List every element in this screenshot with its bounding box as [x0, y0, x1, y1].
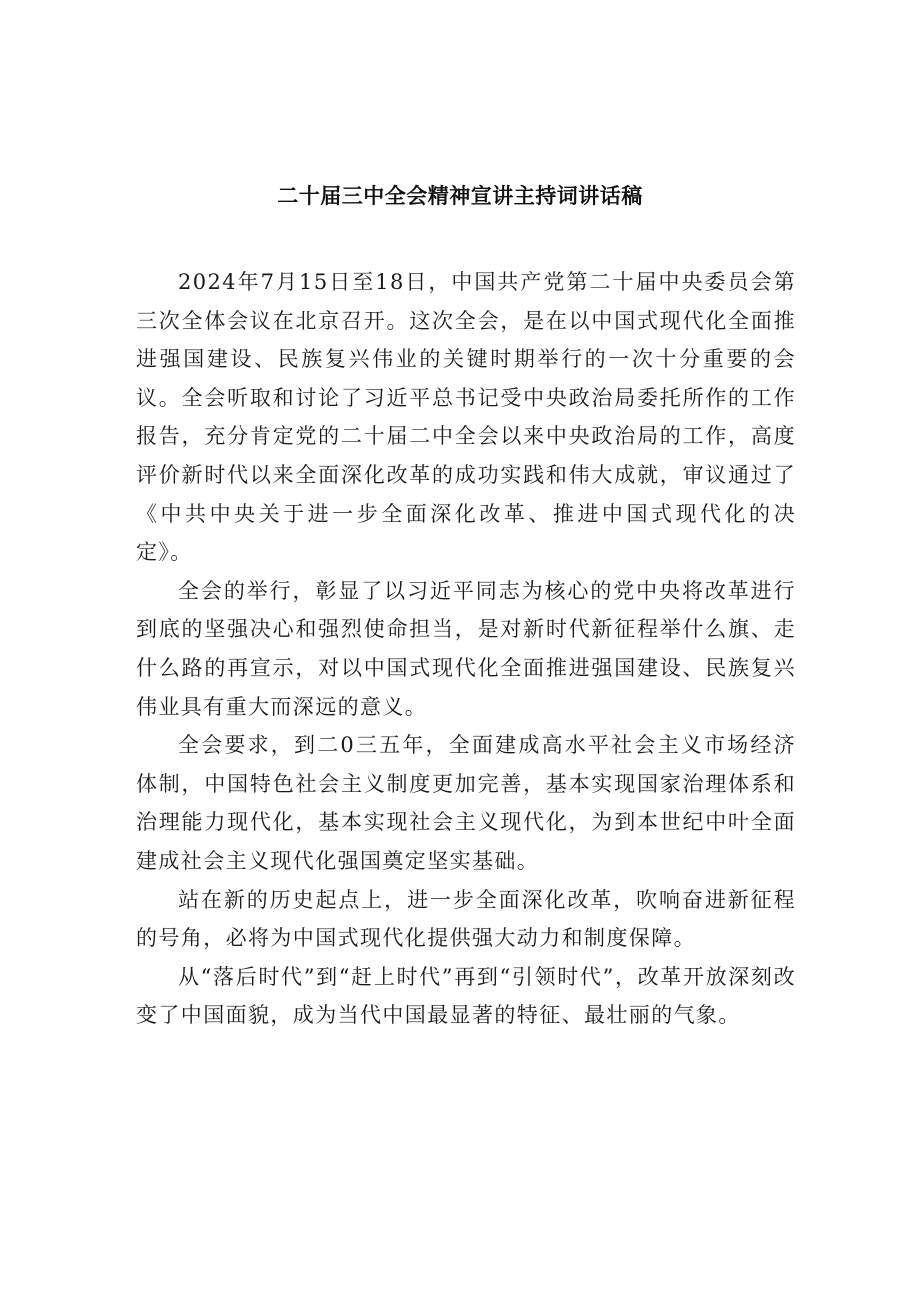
paragraph-4: 站在新的历史起点上，进一步全面深化改革，吹响奋进新征程的号角，必将为中国式现代化提供强大动力和制度保障。 — [136, 887, 796, 951]
document-title: 二十届三中全会精神宣讲主持词讲话稿 — [277, 184, 643, 208]
paragraph-2: 全会的举行，彰显了以习近平同志为核心的党中央将改革进行到底的坚强决心和强烈使命担当，是对新时代新征程举什么旗、走什么路的再宣示，对以中国式现代化全面推进强国建设、民族复兴伟业具有重大而深远的意义。 — [136, 578, 796, 719]
paragraph-1: 2024年7月15日至18日，中国共产党第二十届中央委员会第三次全体会议在北京召开。这次全会，是在以中国式现代化全面推进强国建设、民族复兴伟业的关键时期举行的一次十分重要的会议。全会听取和讨论了习近平总书记受中央政治局委托所作的工作报告，充分肯定党的二十届二中全会以来中央政治局的工作，高度评价新时代以来全面深化改革的成功实践和伟大成就，审议通过了《中共中央关于进一步全面深化改革、推进中国式现代化的决定》。 — [136, 270, 796, 565]
paragraph-5: 从“落后时代”到“赶上时代”再到“引领时代”，改革开放深刻改变了中国面貌，成为当代中国最显著的特征、最壮丽的气象。 — [136, 964, 796, 1028]
document-body — [136, 263, 796, 1035]
paragraph-3: 全会要求，到二0三五年，全面建成高水平社会主义市场经济体制，中国特色社会主义制度更加完善，基本实现国家治理体系和治理能力现代化，基本实现社会主义现代化，为到本世纪中叶全面建成社会主义现代化强国奠定坚实基础。 — [136, 733, 796, 873]
